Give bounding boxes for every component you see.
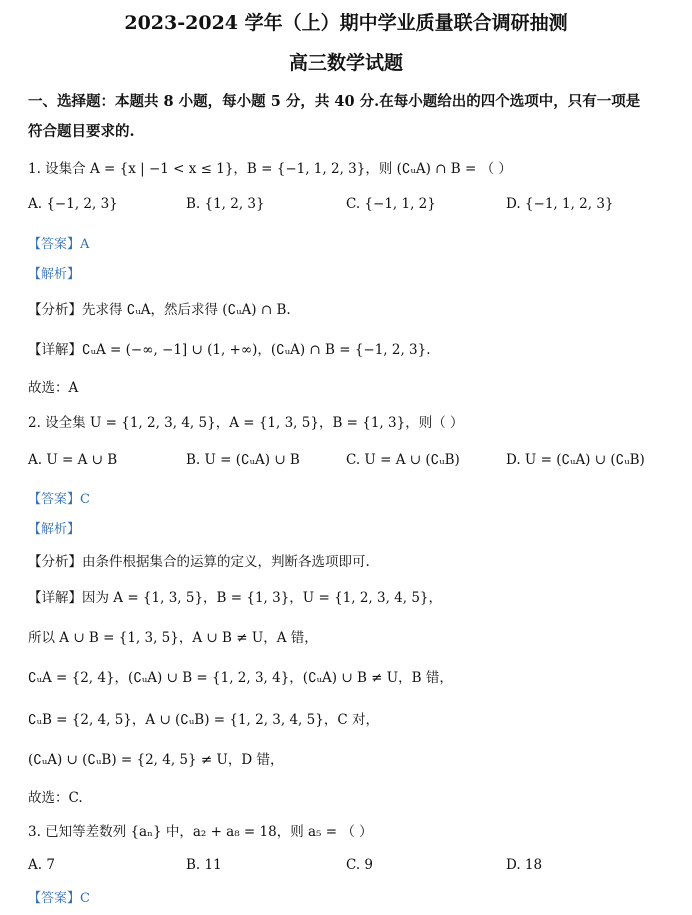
question-3-stem: 3. 已知等差数列 {aₙ} 中，a₂ + a₈ = 18，则 a₅ = （ ） bbox=[28, 824, 373, 840]
question-1-analysis-label: 【解析】 bbox=[28, 267, 81, 282]
question-2-option-b: B. U = (∁ᵤA) ∪ B bbox=[186, 452, 300, 468]
document-title: 2023-2024 学年（上）期中学业质量联合调研抽测 bbox=[124, 12, 568, 34]
question-2-line-4: (∁ᵤA) ∪ (∁ᵤB) = {2, 4, 5} ≠ U，D 错， bbox=[28, 752, 284, 768]
question-2-stem: 2. 设全集 U = {1, 2, 3, 4, 5}，A = {1, 3, 5}，B = {1, 3}，则（ ） bbox=[28, 415, 464, 431]
question-1-option-d: D. {−1, 1, 2, 3} bbox=[506, 196, 614, 212]
question-3-option-a: A. 7 bbox=[28, 857, 55, 873]
question-2-analysis-label: 【解析】 bbox=[28, 522, 81, 537]
question-2-option-c: C. U = A ∪ (∁ᵤB) bbox=[346, 452, 460, 468]
question-2-line-3: ∁ᵤB = {2, 4, 5}，A ∪ (∁ᵤB) = {1, 2, 3, 4, 5}，C 对， bbox=[28, 712, 379, 728]
question-3-answer: 【答案】C bbox=[28, 891, 90, 906]
question-1-stem: 1. 设集合 A = {x | −1 < x ≤ 1}，B = {−1, 1, 2, 3}，则 (∁ᵤA) ∩ B = （ ） bbox=[28, 161, 512, 177]
question-3-option-b: B. 11 bbox=[186, 857, 222, 873]
question-2-detail: 【详解】因为 A = {1, 3, 5}，B = {1, 3}，U = {1, 2, 3, 4, 5}， bbox=[28, 590, 443, 606]
section-instructions-line-1: 一、选择题：本题共 8 小题，每小题 5 分，共 40 分.在每小题给出的四个选项中，只有一项是 bbox=[28, 93, 641, 110]
question-1-answer: 【答案】A bbox=[28, 237, 90, 252]
question-2-option-a: A. U = A ∪ B bbox=[28, 452, 118, 468]
question-2-answer: 【答案】C bbox=[28, 492, 90, 507]
question-2-conclusion: 故选：C. bbox=[28, 790, 83, 806]
question-2-fenxi: 【分析】由条件根据集合的运算的定义，判断各选项即可. bbox=[28, 554, 370, 570]
question-1-option-b: B. {1, 2, 3} bbox=[186, 196, 265, 212]
question-2-line-1: 所以 A ∪ B = {1, 3, 5}，A ∪ B ≠ U，A 错， bbox=[28, 630, 318, 646]
question-1-fenxi: 【分析】先求得 ∁ᵤA，然后求得 (∁ᵤA) ∩ B. bbox=[28, 302, 291, 318]
question-2-option-d: D. U = (∁ᵤA) ∪ (∁ᵤB) bbox=[506, 452, 645, 468]
question-2-line-2: ∁ᵤA = {2, 4}，(∁ᵤA) ∪ B = {1, 2, 3, 4}，(∁ᵤA) ∪ B ≠ U，B 错， bbox=[28, 670, 453, 686]
section-instructions-line-2: 符合题目要求的. bbox=[28, 123, 135, 140]
question-1-detail: 【详解】∁ᵤA = (−∞, −1] ∪ (1, +∞)，(∁ᵤA) ∩ B = {−1, 2, 3}. bbox=[28, 342, 431, 358]
question-3-option-d: D. 18 bbox=[506, 857, 543, 873]
document-subtitle: 高三数学试题 bbox=[288, 52, 403, 74]
question-3-option-c: C. 9 bbox=[346, 857, 374, 873]
question-1-option-c: C. {−1, 1, 2} bbox=[346, 196, 436, 212]
question-1-conclusion: 故选：A bbox=[28, 380, 79, 396]
question-1-option-a: A. {−1, 2, 3} bbox=[28, 196, 118, 212]
